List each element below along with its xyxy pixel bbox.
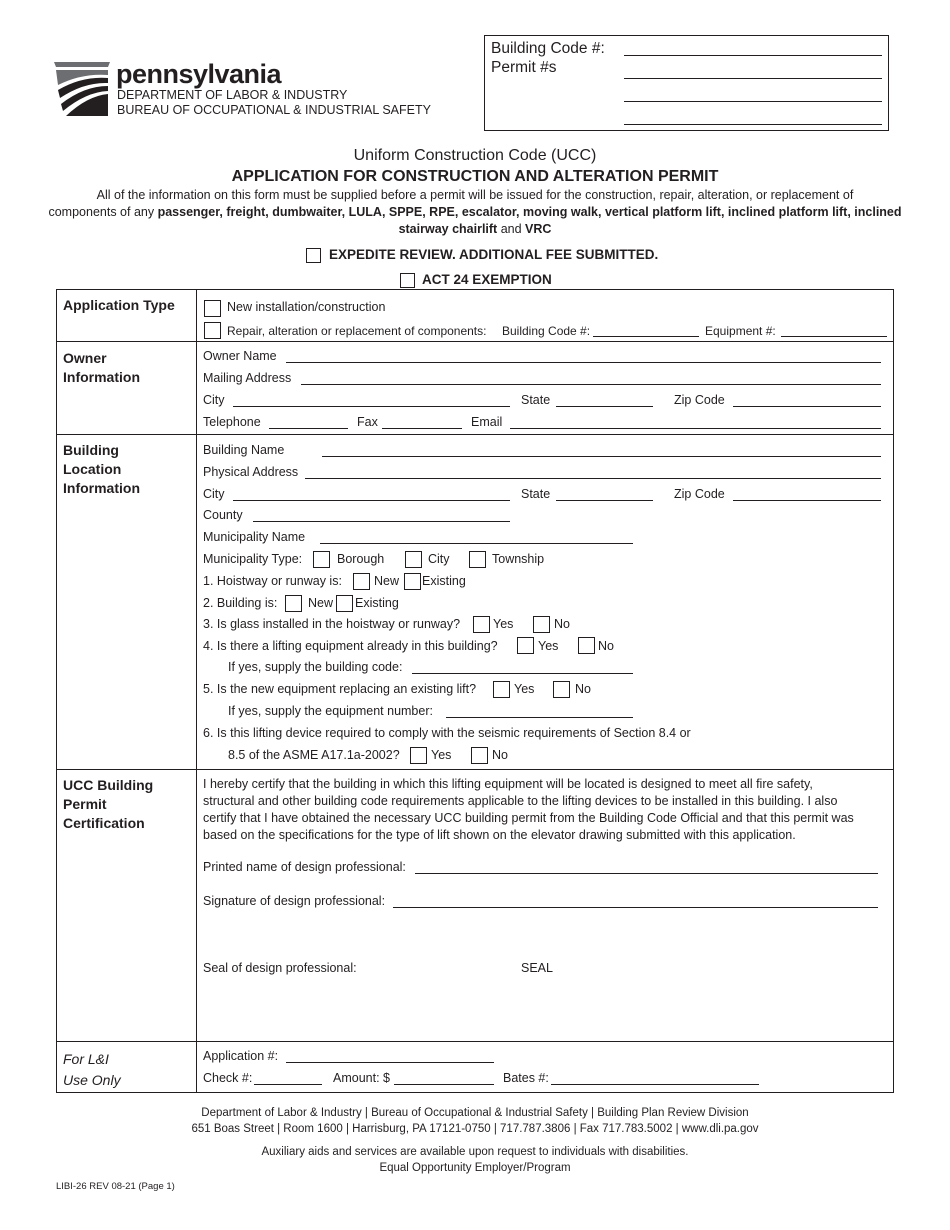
check-no-label: Check #: bbox=[203, 1071, 253, 1085]
certification-label: UCC Building Permit Certification bbox=[63, 777, 154, 831]
permit-field-1[interactable] bbox=[624, 78, 882, 79]
q2-new-checkbox[interactable] bbox=[285, 595, 302, 612]
borough-checkbox[interactable] bbox=[313, 551, 330, 568]
municipality-name-label: Municipality Name bbox=[203, 530, 306, 544]
q3-no-checkbox[interactable] bbox=[533, 616, 550, 633]
form-id: LIBI-26 REV 08-21 (Page 1) bbox=[56, 1181, 175, 1192]
bldg-state-label: State bbox=[521, 487, 551, 501]
act24-label: ACT 24 EXEMPTION bbox=[422, 272, 552, 287]
signature-label: Signature of design professional: bbox=[203, 894, 386, 908]
q5-followup-label: If yes, supply the equipment number: bbox=[228, 704, 433, 718]
q4-yes-label: Yes bbox=[538, 639, 559, 653]
state-name: pennsylvania bbox=[116, 59, 282, 89]
new-install-checkbox[interactable] bbox=[204, 300, 221, 317]
footer-address: Department of Labor & Industry | Bureau of Occupational & Industrial Safety | Building Plan Review Division 651 Boas Street | Room 1600 | Harrisburg, PA 17121-0750 | 717.787.3806 | Fax 717.783.5002 | www.dli.pa.gov bbox=[191, 1107, 759, 1135]
printed-name-label: Printed name of design professional: bbox=[203, 860, 406, 874]
application-type-label: Application Type bbox=[63, 297, 175, 313]
permit-field-2[interactable] bbox=[624, 101, 882, 102]
check-no-field[interactable] bbox=[254, 1084, 322, 1085]
q6-yes-checkbox[interactable] bbox=[410, 747, 427, 764]
q2-label: 2. Building is: bbox=[203, 596, 278, 610]
q1-new-label: New bbox=[374, 574, 400, 588]
q5-no-checkbox[interactable] bbox=[553, 681, 570, 698]
repair-label: Repair, alteration or replacement of components: bbox=[227, 324, 487, 338]
certification-text: I hereby certify that the building in which this lifting equipment will be located is designed to meet all fire safety, structural and other building code requirements applicable to the lifting devices to be installed in this building. I also certify that I have obtained the necessary UCC building permit from the Building Code Official and that this permit was based on the specifications for the type of lift shown on the elevator drawing submitted with this application. bbox=[203, 777, 854, 842]
signature-field[interactable] bbox=[393, 907, 878, 908]
bldg-zip-field[interactable] bbox=[733, 500, 881, 501]
q5-label: 5. Is the new equipment replacing an existing lift? bbox=[203, 682, 477, 696]
q5-yes-label: Yes bbox=[514, 682, 535, 696]
q3-yes-checkbox[interactable] bbox=[473, 616, 490, 633]
mailing-address-label: Mailing Address bbox=[203, 371, 292, 385]
county-field[interactable] bbox=[253, 521, 510, 522]
township-checkbox[interactable] bbox=[469, 551, 486, 568]
row-divider bbox=[56, 434, 894, 435]
municipality-name-field[interactable] bbox=[320, 543, 633, 544]
telephone-field[interactable] bbox=[269, 428, 348, 429]
intro-text: All of the information on this form must be supplied before a permit will be issued for the construction, repair, alteration, or replacement of components of any passenger, freight, dumbwaiter, LULA, SPPE, RPE, escalator, moving walk, vertical platform lift, inclined platform lift, inclined stairway chairlift and VRC bbox=[48, 188, 902, 236]
building-name-label: Building Name bbox=[203, 443, 285, 457]
q6-no-label: No bbox=[492, 748, 508, 762]
q1-existing-label: Existing bbox=[422, 574, 466, 588]
q4-no-checkbox[interactable] bbox=[578, 637, 595, 654]
q2-existing-label: Existing bbox=[355, 596, 399, 610]
bates-no-label: Bates #: bbox=[503, 1071, 549, 1085]
township-label: Township bbox=[492, 552, 545, 566]
row-divider bbox=[56, 1041, 894, 1042]
pa-logo bbox=[52, 58, 112, 120]
county-label: County bbox=[203, 508, 243, 522]
owner-name-label: Owner Name bbox=[203, 349, 277, 363]
bates-no-field[interactable] bbox=[551, 1084, 759, 1085]
footer-accessibility: Auxiliary aids and services are available upon request to individuals with disabilities. Equal Opportunity Employer/Program bbox=[261, 1146, 689, 1174]
owner-city-label: City bbox=[203, 393, 225, 407]
row-divider bbox=[56, 341, 894, 342]
owner-zip-label: Zip Code bbox=[674, 393, 725, 407]
building-label: Building Location Information bbox=[63, 442, 140, 496]
printed-name-field[interactable] bbox=[415, 873, 878, 874]
q1-new-checkbox[interactable] bbox=[353, 573, 370, 590]
expedite-checkbox[interactable] bbox=[306, 248, 321, 263]
building-name-field[interactable] bbox=[322, 456, 881, 457]
q3-label: 3. Is glass installed in the hoistway or runway? bbox=[203, 617, 461, 631]
permits-label: Permit #s bbox=[491, 59, 557, 76]
application-no-label: Application #: bbox=[203, 1049, 279, 1063]
q6-no-checkbox[interactable] bbox=[471, 747, 488, 764]
q6-yes-label: Yes bbox=[431, 748, 452, 762]
office-use-label: For L&I Use Only bbox=[63, 1051, 121, 1088]
q2-existing-checkbox[interactable] bbox=[336, 595, 353, 612]
q3-yes-label: Yes bbox=[493, 617, 514, 631]
row-divider bbox=[56, 769, 894, 770]
repair-checkbox[interactable] bbox=[204, 322, 221, 339]
q1-label: 1. Hoistway or runway is: bbox=[203, 574, 342, 588]
app-building-code-field[interactable] bbox=[593, 336, 699, 337]
q4-label: 4. Is there a lifting equipment already in this building? bbox=[203, 639, 498, 653]
bureau-name: BUREAU OF OCCUPATIONAL & INDUSTRIAL SAFETY bbox=[117, 103, 431, 117]
form-subtitle: Uniform Construction Code (UCC) bbox=[353, 147, 597, 164]
borough-label: Borough bbox=[337, 552, 385, 566]
owner-label: Owner Information bbox=[63, 350, 140, 385]
new-install-label: New installation/construction bbox=[227, 300, 386, 314]
table-divider bbox=[196, 289, 197, 1093]
email-field[interactable] bbox=[510, 428, 881, 429]
physical-address-field[interactable] bbox=[305, 478, 881, 479]
q2-new-label: New bbox=[308, 596, 334, 610]
physical-address-label: Physical Address bbox=[203, 465, 299, 479]
seal-label: Seal of design professional: bbox=[203, 961, 357, 975]
fax-field[interactable] bbox=[382, 428, 462, 429]
email-label: Email bbox=[471, 415, 503, 429]
application-no-field[interactable] bbox=[286, 1062, 494, 1063]
q5-no-label: No bbox=[575, 682, 591, 696]
q4-yes-checkbox[interactable] bbox=[517, 637, 534, 654]
form-title: APPLICATION FOR CONSTRUCTION AND ALTERATION PERMIT bbox=[231, 168, 719, 185]
app-building-code-label: Building Code #: bbox=[502, 324, 591, 338]
bldg-city-label: City bbox=[203, 487, 225, 501]
q3-no-label: No bbox=[554, 617, 570, 631]
q6-label-a: 6. Is this lifting device required to comply with the seismic requirements of Section 8.4 or bbox=[203, 726, 691, 740]
q4-followup-label: If yes, supply the building code: bbox=[228, 660, 403, 674]
telephone-label: Telephone bbox=[203, 415, 261, 429]
department-name: DEPARTMENT OF LABOR & INDUSTRY bbox=[117, 88, 348, 102]
owner-state-field[interactable] bbox=[556, 406, 653, 407]
act24-checkbox[interactable] bbox=[400, 273, 415, 288]
building-code-field[interactable] bbox=[624, 55, 882, 56]
bldg-city-field[interactable] bbox=[233, 500, 510, 501]
app-equipment-field[interactable] bbox=[781, 336, 887, 337]
city-type-label: City bbox=[428, 552, 450, 566]
q5-equipment-number-field[interactable] bbox=[446, 717, 633, 718]
city-type-checkbox[interactable] bbox=[405, 551, 422, 568]
municipality-type-label: Municipality Type: bbox=[203, 552, 303, 566]
owner-name-field[interactable] bbox=[286, 362, 881, 363]
q6-label-b: 8.5 of the ASME A17.1a-2002? bbox=[228, 748, 400, 762]
q5-yes-checkbox[interactable] bbox=[493, 681, 510, 698]
permit-field-3[interactable] bbox=[624, 124, 882, 125]
keystone-icon bbox=[52, 58, 112, 120]
app-equipment-label: Equipment #: bbox=[705, 324, 776, 338]
q4-no-label: No bbox=[598, 639, 614, 653]
seal-placeholder: SEAL bbox=[521, 961, 553, 975]
owner-city-field[interactable] bbox=[233, 406, 510, 407]
amount-field[interactable] bbox=[394, 1084, 494, 1085]
q4-building-code-field[interactable] bbox=[412, 673, 633, 674]
q1-existing-checkbox[interactable] bbox=[404, 573, 421, 590]
mailing-address-field[interactable] bbox=[301, 384, 881, 385]
fax-label: Fax bbox=[357, 415, 378, 429]
owner-zip-field[interactable] bbox=[733, 406, 881, 407]
building-code-label: Building Code #: bbox=[491, 40, 605, 57]
expedite-label: EXPEDITE REVIEW. ADDITIONAL FEE SUBMITTED. bbox=[329, 247, 659, 262]
bldg-state-field[interactable] bbox=[556, 500, 653, 501]
bldg-zip-label: Zip Code bbox=[674, 487, 725, 501]
amount-label: Amount: $ bbox=[333, 1071, 390, 1085]
owner-state-label: State bbox=[521, 393, 551, 407]
